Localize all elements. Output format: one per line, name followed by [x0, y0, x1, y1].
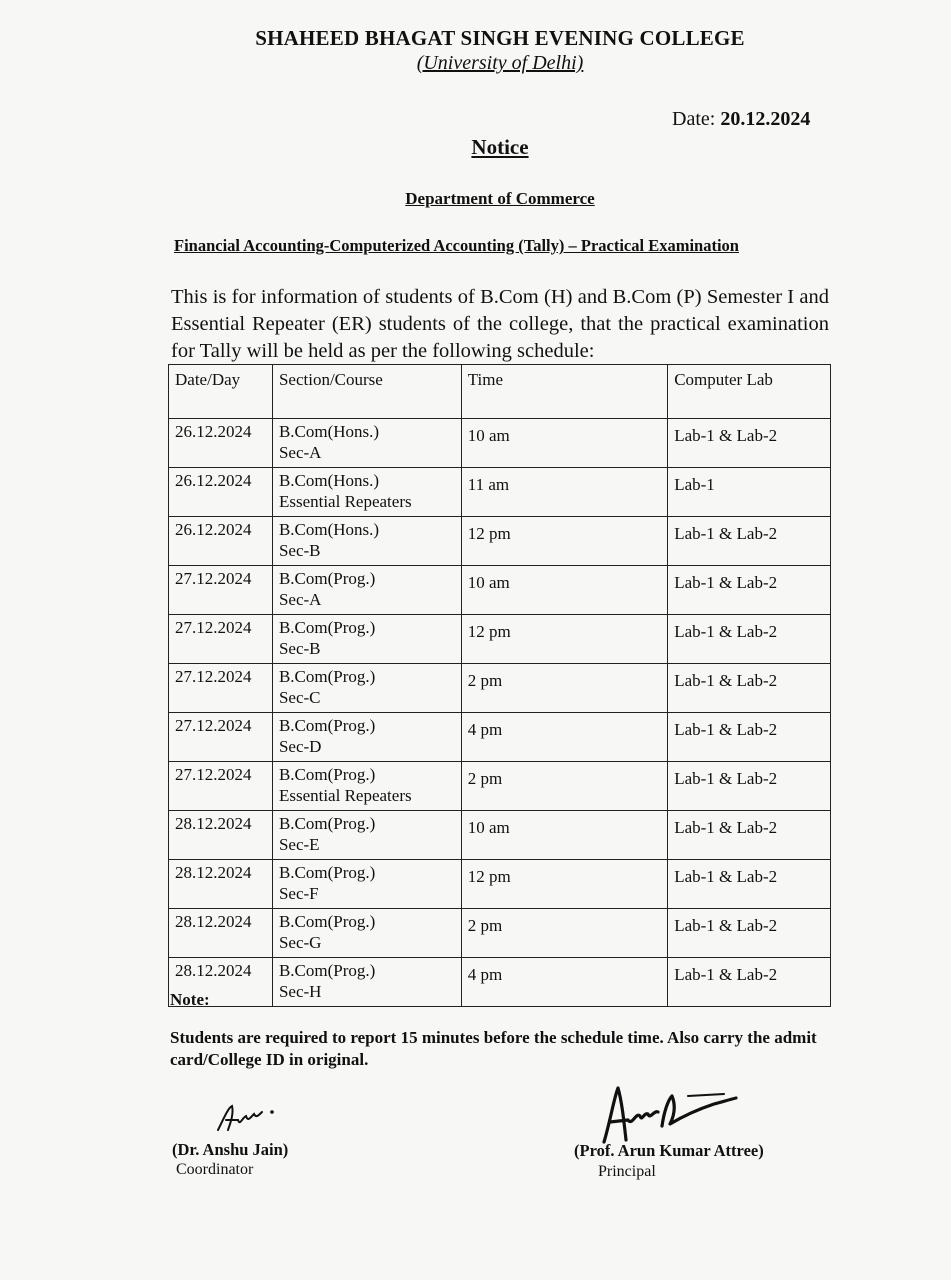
cell-date: 28.12.2024 — [169, 811, 273, 860]
course-section: Sec-H — [278, 982, 322, 1001]
cell-course — [272, 762, 461, 811]
course-name: B.Com(Prog.) — [278, 912, 376, 931]
table-row — [169, 811, 831, 860]
cell-course — [272, 909, 461, 958]
cell-date: 26.12.2024 — [169, 419, 273, 468]
date-label: Date: — [672, 108, 716, 130]
intro-paragraph: This is for information of students of B.Com (H) and B.Com (P) Semester I and Essential Repeater (ER) students of the college, that the practical examination for Tally will be held as per the following schedule: — [171, 286, 829, 362]
cell-lab: Lab-1 & Lab-2 — [668, 566, 831, 615]
table-row — [169, 762, 831, 811]
university-name: (University of Delhi) — [416, 52, 584, 74]
coordinator-role: Coordinator — [176, 1161, 254, 1178]
course-section: Sec-D — [278, 737, 322, 756]
cell-date: 27.12.2024 — [169, 615, 273, 664]
table-row — [169, 860, 831, 909]
course-name: B.Com(Hons.) — [278, 422, 380, 441]
principal-name: (Prof. Arun Kumar Attree) — [574, 1141, 764, 1160]
cell-time: 4 pm — [461, 713, 668, 762]
exam-subject: Financial Accounting-Computerized Accounting (Tally) – Practical Examination — [174, 236, 739, 255]
course-name: B.Com(Prog.) — [278, 716, 376, 735]
course-section: Essential Repeaters — [278, 492, 412, 511]
cell-time: 10 am — [461, 419, 668, 468]
table-row — [169, 566, 831, 615]
note-text: Students are required to report 15 minutes before the schedule time. Also carry the admit card/College ID in original. — [170, 1028, 817, 1069]
cell-lab: Lab-1 & Lab-2 — [668, 517, 831, 566]
cell-date: 27.12.2024 — [169, 762, 273, 811]
course-section: Essential Repeaters — [278, 786, 412, 805]
cell-time: 10 am — [461, 566, 668, 615]
cell-lab: Lab-1 & Lab-2 — [668, 762, 831, 811]
cell-date: 26.12.2024 — [169, 517, 273, 566]
date-value: 20.12.2024 — [720, 108, 811, 130]
table-row — [169, 713, 831, 762]
notice-title: Notice — [471, 135, 529, 159]
department-name: Department of Commerce — [405, 189, 595, 208]
table-header-row — [169, 365, 831, 419]
header-date: Date/Day — [169, 365, 273, 419]
header-lab: Computer Lab — [668, 365, 831, 419]
cell-time: 12 pm — [461, 615, 668, 664]
cell-lab: Lab-1 & Lab-2 — [668, 909, 831, 958]
cell-course — [272, 419, 461, 468]
cell-course — [272, 713, 461, 762]
cell-time: 2 pm — [461, 762, 668, 811]
cell-lab: Lab-1 — [668, 468, 831, 517]
course-name: B.Com(Prog.) — [278, 569, 376, 588]
cell-date: 26.12.2024 — [169, 468, 273, 517]
cell-time: 2 pm — [461, 909, 668, 958]
course-name: B.Com(Prog.) — [278, 618, 376, 637]
course-name: B.Com(Prog.) — [278, 814, 376, 833]
course-name: B.Com(Prog.) — [278, 863, 376, 882]
cell-course — [272, 664, 461, 713]
cell-time: 11 am — [461, 468, 668, 517]
course-name: B.Com(Prog.) — [278, 667, 376, 686]
header-time: Time — [461, 365, 668, 419]
cell-date: 27.12.2024 — [169, 664, 273, 713]
table-row — [169, 615, 831, 664]
course-name: B.Com(Prog.) — [278, 961, 376, 980]
course-name: B.Com(Hons.) — [278, 520, 380, 539]
course-name: B.Com(Hons.) — [278, 471, 380, 490]
course-section: Sec-A — [278, 590, 322, 609]
table-row — [169, 419, 831, 468]
cell-date: 27.12.2024 — [169, 566, 273, 615]
principal-role: Principal — [598, 1163, 656, 1180]
cell-lab: Lab-1 & Lab-2 — [668, 419, 831, 468]
cell-course — [272, 517, 461, 566]
coordinator-signature — [214, 1100, 284, 1136]
schedule-table — [168, 364, 831, 1007]
cell-time: 12 pm — [461, 860, 668, 909]
cell-course — [272, 615, 461, 664]
notice-date — [672, 108, 810, 131]
course-section: Sec-F — [278, 884, 319, 903]
cell-lab: Lab-1 & Lab-2 — [668, 958, 831, 1007]
cell-course — [272, 566, 461, 615]
coordinator-name: (Dr. Anshu Jain) — [172, 1140, 289, 1159]
course-section: Sec-C — [278, 688, 321, 707]
table-row — [169, 468, 831, 517]
table-row — [169, 517, 831, 566]
cell-time: 10 am — [461, 811, 668, 860]
college-name: SHAHEED BHAGAT SINGH EVENING COLLEGE — [255, 26, 745, 50]
table-row — [169, 909, 831, 958]
schedule-body — [169, 419, 831, 1007]
header-course: Section/Course — [272, 365, 461, 419]
cell-course — [272, 811, 461, 860]
course-name: B.Com(Prog.) — [278, 765, 376, 784]
course-section: Sec-E — [278, 835, 320, 854]
cell-date: 28.12.2024 — [169, 860, 273, 909]
cell-time: 2 pm — [461, 664, 668, 713]
cell-lab: Lab-1 & Lab-2 — [668, 860, 831, 909]
course-section: Sec-G — [278, 933, 322, 952]
cell-time: 4 pm — [461, 958, 668, 1007]
cell-lab: Lab-1 & Lab-2 — [668, 615, 831, 664]
cell-course — [272, 860, 461, 909]
table-row — [169, 664, 831, 713]
cell-course — [272, 468, 461, 517]
table-row — [169, 958, 831, 1007]
course-section: Sec-B — [278, 639, 321, 658]
course-section: Sec-B — [278, 541, 321, 560]
cell-date: 28.12.2024 — [169, 958, 273, 1007]
cell-lab: Lab-1 & Lab-2 — [668, 713, 831, 762]
course-section: Sec-A — [278, 443, 322, 462]
note-label: Note: — [170, 990, 210, 1009]
cell-lab: Lab-1 & Lab-2 — [668, 811, 831, 860]
cell-time: 12 pm — [461, 517, 668, 566]
cell-lab: Lab-1 & Lab-2 — [668, 664, 831, 713]
cell-course — [272, 958, 461, 1007]
cell-date: 27.12.2024 — [169, 713, 273, 762]
cell-date: 28.12.2024 — [169, 909, 273, 958]
